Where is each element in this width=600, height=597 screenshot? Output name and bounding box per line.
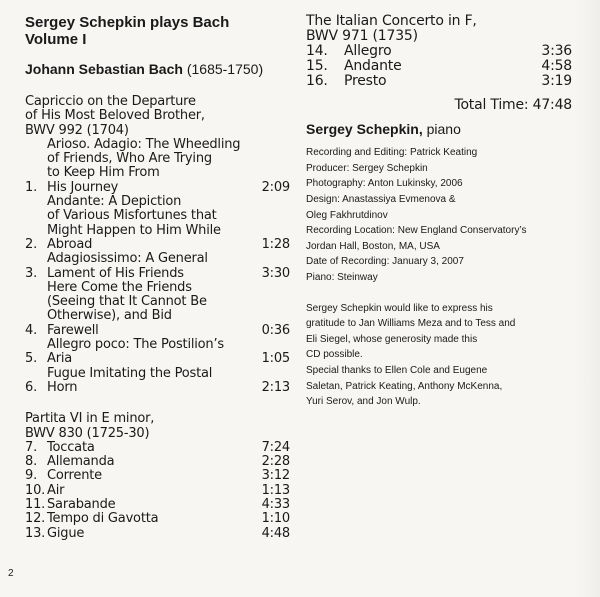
track-duration: 0:36 bbox=[261, 322, 290, 338]
album-title-line1: Sergey Schepkin plays Bach bbox=[25, 14, 230, 31]
track-duration: 3:19 bbox=[541, 73, 572, 89]
track-duration: 4:48 bbox=[261, 525, 290, 541]
credits bbox=[306, 145, 572, 285]
track-title-line: of Friends, Who Are Trying bbox=[47, 151, 212, 167]
page-edge bbox=[574, 0, 600, 597]
track-title-line: Lament of His Friends bbox=[47, 265, 184, 281]
track-title-line: Adagiosissimo: A General bbox=[47, 251, 208, 267]
track-number: 15. bbox=[306, 58, 328, 74]
track-title-line: Andante: A Depiction bbox=[47, 194, 182, 210]
album-title bbox=[25, 14, 290, 48]
track-title: Corrente bbox=[47, 468, 102, 484]
work-head-line: BWV 830 (1725-30) bbox=[25, 425, 150, 441]
track-title-line: Otherwise), and Bid bbox=[47, 308, 172, 324]
track-title-line: Allegro poco: The Postilion’s bbox=[47, 337, 224, 353]
track-title-line: (Seeing that It Cannot Be bbox=[47, 294, 207, 310]
work-head-line: of His Most Beloved Brother, bbox=[25, 108, 205, 124]
track-number: 1. bbox=[25, 179, 38, 195]
track-title bbox=[47, 138, 250, 195]
credit-line: Recording and Editing: Patrick Keating bbox=[306, 147, 478, 159]
work-3-tracks bbox=[306, 44, 572, 89]
thanks-line: gratitude to Jan Williams Meza and to Tess and bbox=[306, 318, 516, 330]
composer-dates: (1685-1750) bbox=[186, 61, 264, 77]
track-title: Andante bbox=[344, 58, 402, 74]
right-column bbox=[306, 14, 572, 410]
performer-instrument: piano bbox=[426, 121, 461, 138]
track-title bbox=[47, 367, 250, 396]
credit-line: Design: Anastassiya Evmenova & bbox=[306, 194, 456, 206]
performer bbox=[306, 121, 572, 137]
track-number: 11. bbox=[25, 497, 46, 513]
track-number: 14. bbox=[306, 43, 328, 59]
track-title-line: Might Happen to Him While bbox=[47, 222, 221, 238]
track-row bbox=[25, 455, 290, 469]
thanks-line: Sergey Schepkin would like to express his bbox=[306, 302, 493, 314]
track-title: Tempo di Gavotta bbox=[47, 511, 159, 527]
work-2-tracks bbox=[25, 441, 290, 541]
credit-line: Producer: Sergey Schepkin bbox=[306, 162, 428, 174]
thanks-line: Special thanks to Ellen Cole and Eugene bbox=[306, 365, 488, 377]
track-title-line: His Journey bbox=[47, 179, 119, 195]
track-title: Air bbox=[47, 482, 65, 498]
track-row bbox=[25, 138, 290, 195]
work-head-line: Capriccio on the Departure bbox=[25, 94, 196, 109]
track-row bbox=[306, 59, 572, 74]
thanks-line: Saletan, Patrick Keating, Anthony McKenna, bbox=[306, 380, 503, 392]
track-number: 4. bbox=[25, 322, 38, 338]
track-row bbox=[25, 527, 290, 541]
track-duration: 2:28 bbox=[261, 454, 290, 470]
track-duration: 1:10 bbox=[261, 511, 290, 527]
track-row bbox=[25, 469, 290, 483]
credit-line: Recording Location: New England Conservatory’s bbox=[306, 225, 527, 237]
credit-line: Jordan Hall, Boston, MA, USA bbox=[306, 240, 440, 252]
track-title-line: Abroad bbox=[47, 236, 93, 252]
track-title-line: Here Come the Friends bbox=[47, 279, 192, 295]
track-number: 13. bbox=[25, 525, 46, 541]
credit-line: Date of Recording: January 3, 2007 bbox=[306, 256, 464, 268]
thanks-line: Eli Siegel, whose generosity made this bbox=[306, 333, 478, 345]
album-title-line2: Volume I bbox=[25, 31, 87, 48]
track-duration: 4:58 bbox=[541, 58, 572, 74]
track-title: Gigue bbox=[47, 525, 85, 541]
track-title bbox=[47, 338, 250, 367]
thanks bbox=[306, 301, 572, 410]
track-row bbox=[25, 484, 290, 498]
track-row bbox=[25, 512, 290, 526]
credit-line: Photography: Anton Lukinsky, 2006 bbox=[306, 178, 463, 190]
track-title-line: Farewell bbox=[47, 322, 99, 338]
track-title: Toccata bbox=[47, 439, 95, 455]
track-title: Allegro bbox=[344, 43, 392, 59]
performer-name: Sergey Schepkin, bbox=[306, 121, 423, 138]
track-number: 2. bbox=[25, 236, 38, 252]
track-duration: 4:33 bbox=[261, 497, 290, 513]
total-time: Total Time: 47:48 bbox=[454, 97, 572, 113]
track-duration: 3:30 bbox=[261, 265, 290, 281]
track-title-line: of Various Misfortunes that bbox=[47, 208, 217, 224]
track-title-line: to Keep Him From bbox=[47, 165, 160, 181]
track-title bbox=[47, 252, 250, 281]
track-row bbox=[306, 74, 572, 89]
track-row bbox=[25, 498, 290, 512]
track-duration: 3:12 bbox=[261, 468, 290, 484]
track-duration: 1:28 bbox=[261, 236, 290, 252]
track-row bbox=[25, 281, 290, 338]
work-head-line: The Italian Concerto in F, bbox=[306, 13, 477, 29]
track-title bbox=[47, 195, 250, 252]
track-number: 8. bbox=[25, 454, 38, 470]
track-row bbox=[25, 441, 290, 455]
track-duration: 7:24 bbox=[261, 439, 290, 455]
thanks-line: CD possible. bbox=[306, 349, 363, 361]
track-number: 10. bbox=[25, 482, 46, 498]
track-row bbox=[25, 338, 290, 367]
track-duration: 2:09 bbox=[261, 179, 290, 195]
thanks-line: Yuri Serov, and Jon Wulp. bbox=[306, 396, 421, 408]
track-title-line: Horn bbox=[47, 379, 78, 395]
track-number: 3. bbox=[25, 265, 38, 281]
track-row bbox=[306, 44, 572, 59]
work-head-line: BWV 971 (1735) bbox=[306, 28, 418, 44]
credit-line: Piano: Steinway bbox=[306, 272, 378, 284]
track-duration: 3:36 bbox=[541, 43, 572, 59]
work-head-line: Partita VI in E minor, bbox=[25, 411, 155, 427]
track-number: 12. bbox=[25, 511, 46, 527]
track-duration: 2:13 bbox=[261, 379, 290, 395]
track-number: 9. bbox=[25, 468, 38, 484]
track-title: Allemanda bbox=[47, 454, 115, 470]
work-2-head bbox=[25, 412, 290, 441]
track-number: 6. bbox=[25, 379, 38, 395]
work-1-tracks bbox=[25, 138, 290, 395]
track-title bbox=[47, 281, 250, 338]
composer-name: Johann Sebastian Bach bbox=[25, 61, 183, 77]
credit-line: Oleg Fakhrutdinov bbox=[306, 209, 388, 221]
track-row bbox=[25, 195, 290, 252]
track-number: 5. bbox=[25, 351, 38, 367]
work-1-head bbox=[25, 95, 290, 138]
track-number: 16. bbox=[306, 73, 328, 89]
track-duration: 1:13 bbox=[261, 482, 290, 498]
page-number: 2 bbox=[8, 568, 14, 579]
work-head-line: BWV 992 (1704) bbox=[25, 122, 129, 138]
track-number: 7. bbox=[25, 439, 38, 455]
track-title-line: Fugue Imitating the Postal bbox=[47, 365, 213, 381]
left-column bbox=[25, 14, 290, 541]
track-title: Presto bbox=[344, 73, 387, 89]
track-row bbox=[25, 367, 290, 396]
work-3-head bbox=[306, 14, 572, 44]
track-duration: 1:05 bbox=[261, 351, 290, 367]
track-title-line: Arioso. Adagio: The Wheedling bbox=[47, 136, 241, 152]
track-row bbox=[25, 252, 290, 281]
track-title: Sarabande bbox=[47, 497, 116, 513]
track-title-line: Aria bbox=[47, 351, 73, 367]
composer bbox=[25, 61, 290, 78]
